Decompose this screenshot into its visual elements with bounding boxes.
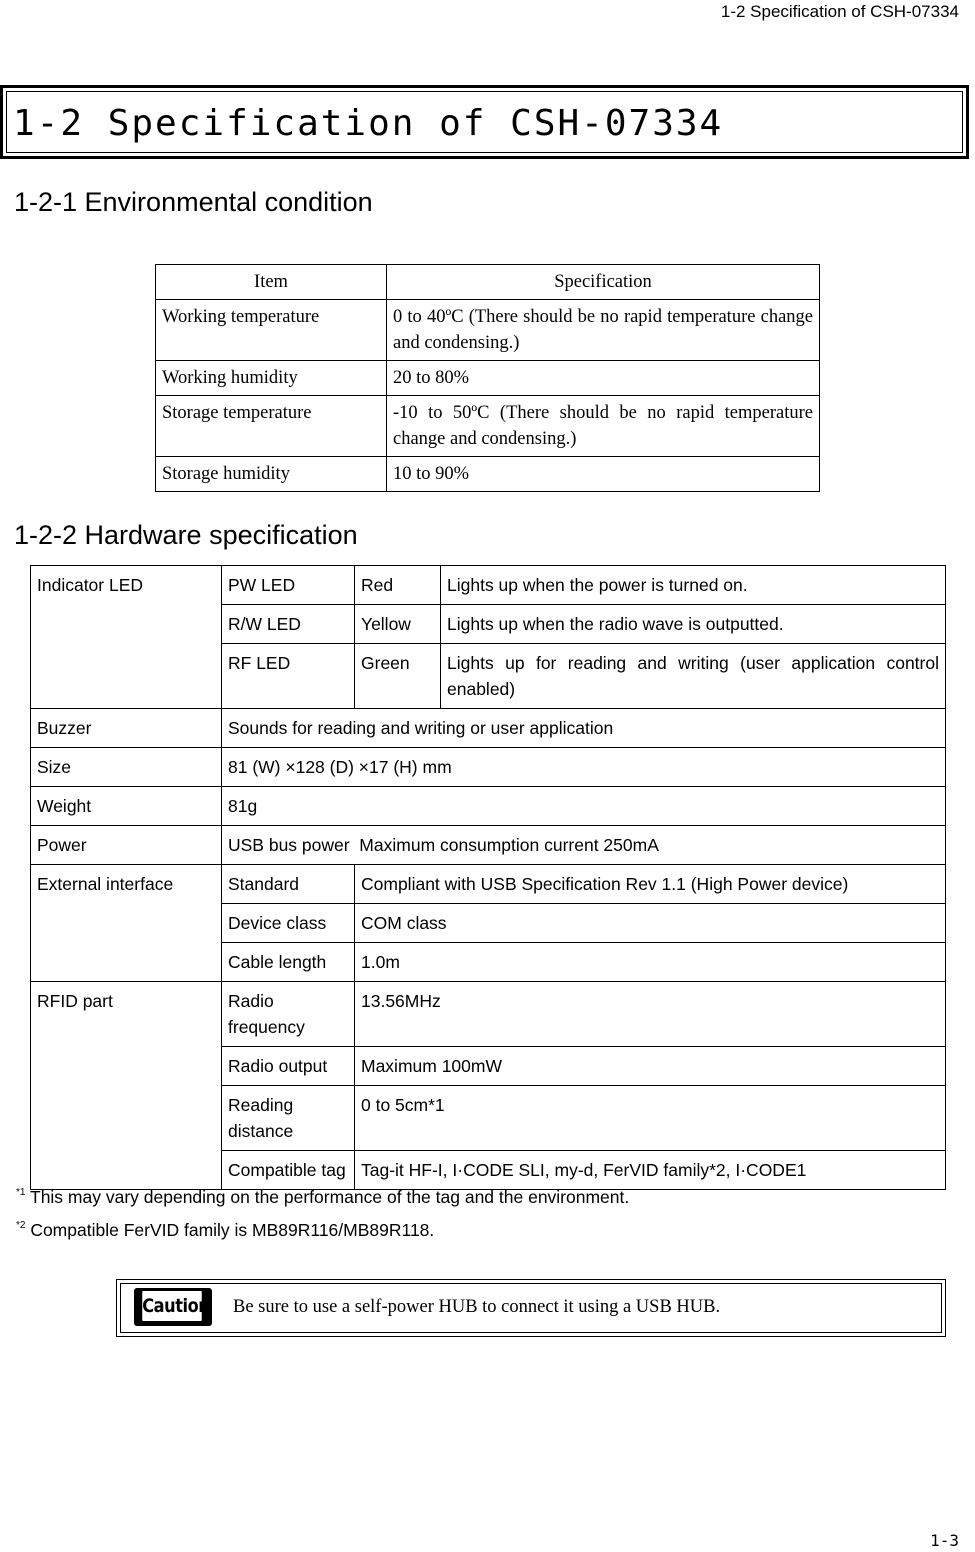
- table-row: [156, 396, 820, 457]
- footnote-text: Compatible FerVID family is MB89R116/MB89R118.: [25, 1220, 435, 1240]
- footnote-mark: *2: [16, 1220, 26, 1231]
- rfid-value: Tag-it HF-I, I·CODE SLI, my-d, FerVID family*2, I·CODE1: [355, 1151, 946, 1190]
- running-header: 1-2 Specification of CSH-07334: [720, 2, 959, 21]
- footnote-text: This may vary depending on the performance of the tag and the environment.: [25, 1187, 630, 1207]
- external-interface-label: External interface: [31, 865, 222, 982]
- rfid-name: Compatible tag: [222, 1151, 355, 1190]
- chapter-title-box: [0, 85, 969, 159]
- interface-name: Cable length: [222, 943, 355, 982]
- rfid-value: 13.56MHz: [355, 982, 946, 1047]
- size-label: Size: [31, 748, 222, 787]
- buzzer-value: Sounds for reading and writing or user application: [222, 709, 946, 748]
- page-title: 1-2 Specification of CSH-07334: [13, 103, 724, 144]
- led-desc: Lights up when the radio wave is outputted.: [441, 605, 946, 644]
- led-desc: Lights up for reading and writing (user application control enabled): [441, 644, 946, 709]
- table-row: [31, 787, 946, 826]
- env-spec: 20 to 80%: [387, 361, 820, 396]
- caution-text: Be sure to use a self-power HUB to connect it using a USB HUB.: [233, 1297, 721, 1317]
- env-spec: 10 to 90%: [387, 457, 820, 492]
- table-row: [156, 361, 820, 396]
- env-item: Working temperature: [156, 300, 387, 361]
- led-name: R/W LED: [222, 605, 355, 644]
- table-row: [156, 457, 820, 492]
- interface-name: Device class: [222, 904, 355, 943]
- env-item: Working humidity: [156, 361, 387, 396]
- env-spec: 0 to 40ºC (There should be no rapid temperature change and condensing.): [387, 300, 820, 361]
- footnote-1: [16, 1187, 629, 1208]
- led-name: RF LED: [222, 644, 355, 709]
- rfid-part-label: RFID part: [31, 982, 222, 1190]
- led-color: Yellow: [355, 605, 441, 644]
- power-value: USB bus power Maximum consumption current 250mA: [222, 826, 946, 865]
- led-desc: Lights up when the power is turned on.: [441, 566, 946, 605]
- env-header-row: [156, 265, 820, 300]
- env-item: Storage temperature: [156, 396, 387, 457]
- page-number: 1-3: [930, 1531, 959, 1550]
- interface-value: Compliant with USB Specification Rev 1.1 (High Power device): [355, 865, 946, 904]
- size-value: 81 (W) ×128 (D) ×17 (H) mm: [222, 748, 946, 787]
- env-item: Storage humidity: [156, 457, 387, 492]
- hardware-table: [30, 565, 946, 1190]
- hw-section-heading: 1-2-2 Hardware specification: [14, 520, 358, 550]
- led-name: PW LED: [222, 566, 355, 605]
- rfid-name: Radio frequency: [222, 982, 355, 1047]
- environment-table: [155, 264, 820, 492]
- weight-label: Weight: [31, 787, 222, 826]
- interface-value: 1.0m: [355, 943, 946, 982]
- table-row: [31, 748, 946, 787]
- footnote-mark: *1: [16, 1187, 26, 1198]
- weight-value: 81g: [222, 787, 946, 826]
- rfid-name: Reading distance: [222, 1086, 355, 1151]
- indicator-led-label: Indicator LED: [31, 566, 222, 709]
- led-color: Red: [355, 566, 441, 605]
- table-row: [31, 865, 946, 904]
- table-row: [156, 300, 820, 361]
- table-row: [31, 566, 946, 605]
- footnote-2: [16, 1220, 434, 1241]
- env-col-spec: Specification: [387, 265, 820, 300]
- power-label: Power: [31, 826, 222, 865]
- table-row: [31, 709, 946, 748]
- table-row: [31, 826, 946, 865]
- interface-name: Standard: [222, 865, 355, 904]
- env-col-item: Item: [156, 265, 387, 300]
- led-color: Green: [355, 644, 441, 709]
- table-row: [31, 982, 946, 1047]
- env-section-heading: 1-2-1 Environmental condition: [14, 187, 373, 217]
- rfid-name: Radio output: [222, 1047, 355, 1086]
- rfid-value: Maximum 100mW: [355, 1047, 946, 1086]
- buzzer-label: Buzzer: [31, 709, 222, 748]
- rfid-value: 0 to 5cm*1: [355, 1086, 946, 1151]
- interface-value: COM class: [355, 904, 946, 943]
- caution-badge-label: Caution: [141, 1290, 202, 1322]
- env-spec: -10 to 50ºC (There should be no rapid temperature change and condensing.): [387, 396, 820, 457]
- caution-badge: [134, 1288, 212, 1326]
